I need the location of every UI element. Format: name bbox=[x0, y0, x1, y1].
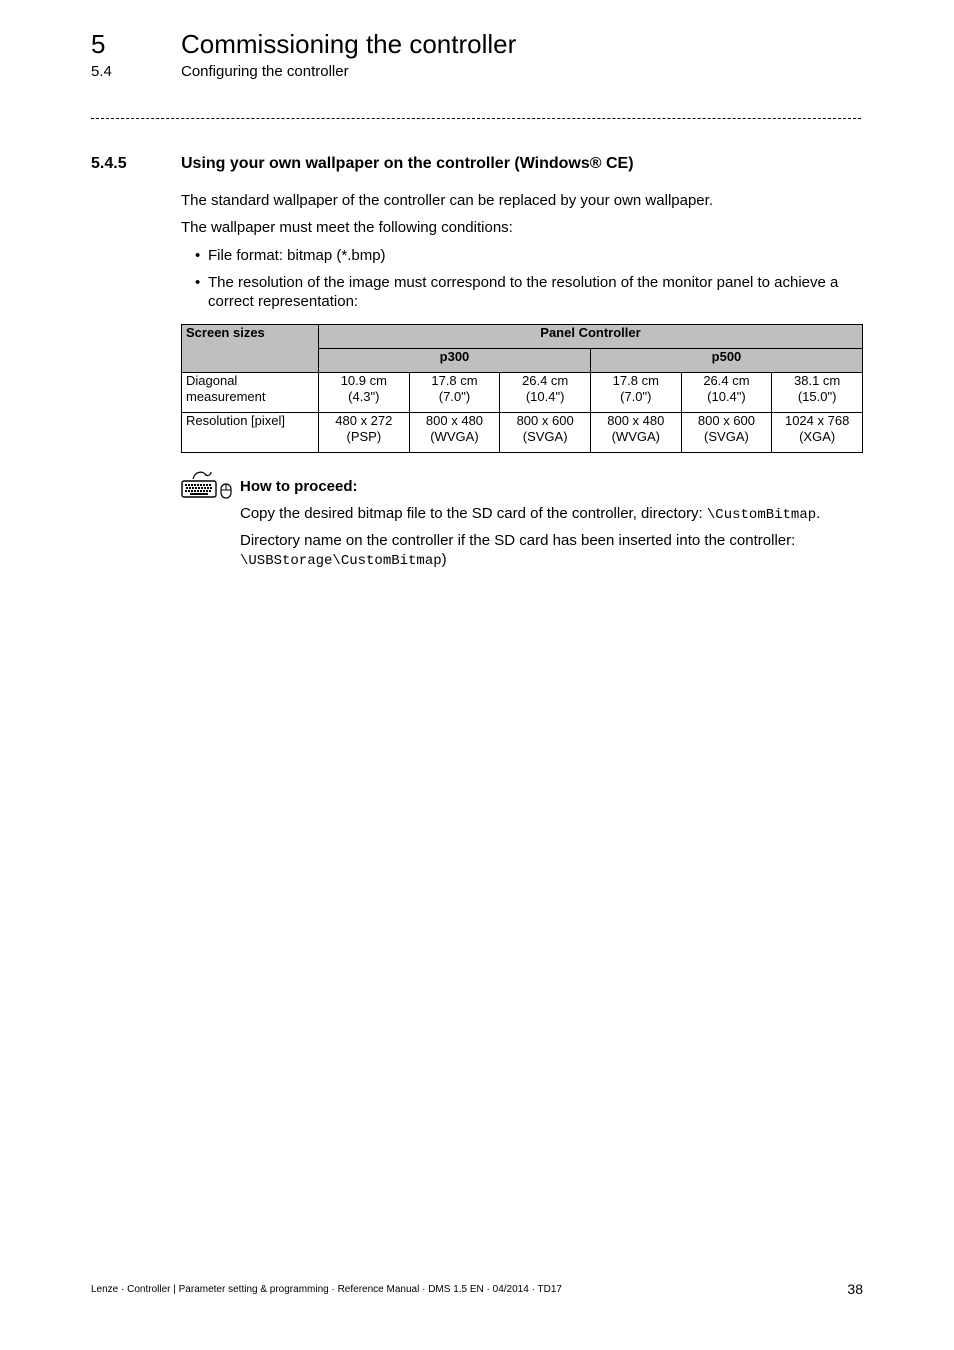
table-cell: 10.9 cm (4.3") bbox=[319, 373, 410, 413]
page-footer: Lenze · Controller | Parameter setting & programming · Reference Manual · DMS 1.5 EN · 04/2014 · TD17 bbox=[91, 1284, 562, 1295]
screen-size-table bbox=[181, 324, 863, 453]
conditions-lead: The wallpaper must meet the following conditions: bbox=[181, 219, 513, 236]
table-corner-header: Screen sizes bbox=[182, 325, 319, 373]
directory-path: \USBStorage\CustomBitmap bbox=[240, 553, 442, 569]
table-cell: 800 x 600 (SVGA) bbox=[500, 413, 591, 453]
table-cell: 800 x 600 (SVGA) bbox=[681, 413, 772, 453]
table-cell: 480 x 272 (PSP) bbox=[319, 413, 410, 453]
table-cell: 800 x 480 (WVGA) bbox=[409, 413, 500, 453]
table-cell: 17.8 cm (7.0") bbox=[409, 373, 500, 413]
chapter-title: Commissioning the controller bbox=[181, 29, 517, 59]
bullet-resolution: The resolution of the image must correspond to the resolution of the monitor panel to achieve a correct representation: bbox=[208, 274, 839, 310]
header-divider bbox=[91, 118, 861, 119]
table-row bbox=[182, 373, 863, 413]
table-cell: 17.8 cm (7.0") bbox=[590, 373, 681, 413]
table-cell: 1024 x 768 (XGA) bbox=[772, 413, 863, 453]
row-label: Diagonal measurement bbox=[182, 373, 319, 413]
table-cell: 38.1 cm (15.0") bbox=[772, 373, 863, 413]
table-cell: 26.4 cm (10.4") bbox=[681, 373, 772, 413]
subsection-number: 5.4.5 bbox=[91, 155, 127, 172]
table-subgroup-p500: p500 bbox=[590, 349, 862, 373]
table-cell: 800 x 480 (WVGA) bbox=[590, 413, 681, 453]
bullet-marker: • bbox=[195, 274, 201, 291]
section-title: Configuring the controller bbox=[181, 63, 349, 80]
procedure-step-2: Directory name on the controller if the SD card has been inserted into the controller: \USBStorage\CustomBitmap) bbox=[240, 532, 796, 569]
table-subgroup-p300: p300 bbox=[319, 349, 591, 373]
table-cell: 26.4 cm (10.4") bbox=[500, 373, 591, 413]
procedure-heading: How to proceed: bbox=[240, 478, 358, 495]
bullet-marker: • bbox=[195, 247, 201, 264]
intro-paragraph: The standard wallpaper of the controller can be replaced by your own wallpaper. bbox=[181, 192, 713, 209]
table-row bbox=[182, 413, 863, 453]
table-group-header: Panel Controller bbox=[319, 325, 863, 349]
page-number: 38 bbox=[847, 1281, 863, 1297]
procedure-step-1: Copy the desired bitmap file to the SD card of the controller, directory: \CustomBitmap. bbox=[240, 505, 821, 523]
chapter-number: 5 bbox=[91, 29, 106, 59]
subsection-title: Using your own wallpaper on the controller (Windows® CE) bbox=[181, 155, 634, 172]
keyboard-mouse-icon bbox=[181, 469, 233, 499]
section-number: 5.4 bbox=[91, 63, 112, 80]
directory-path: \CustomBitmap bbox=[706, 507, 817, 523]
bullet-file-format: File format: bitmap (*.bmp) bbox=[208, 247, 386, 264]
row-label: Resolution [pixel] bbox=[182, 413, 319, 453]
